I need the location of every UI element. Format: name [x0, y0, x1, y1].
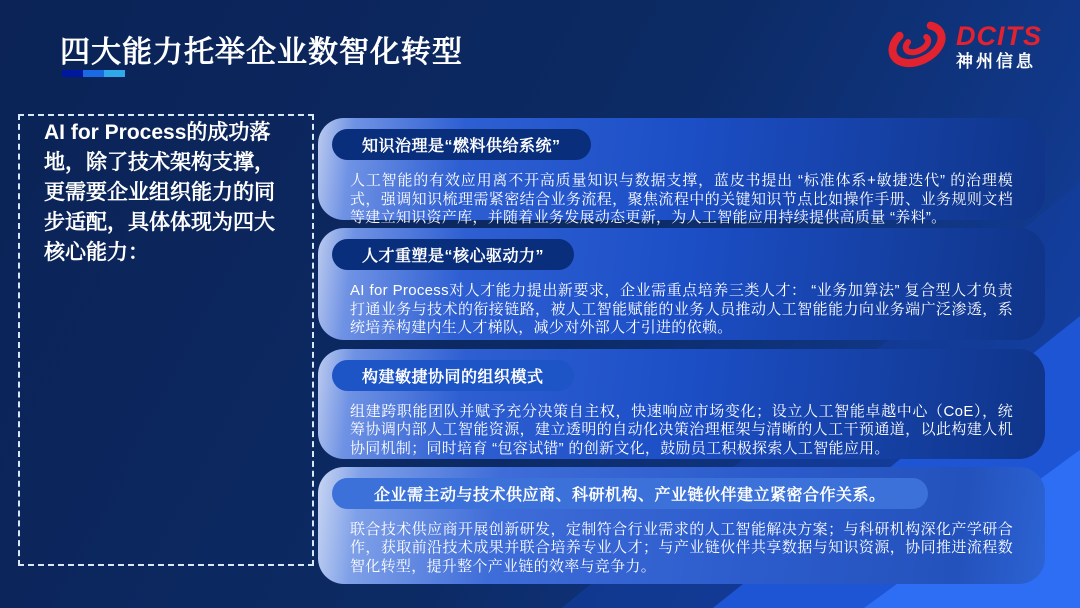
card-title-pill: 企业需主动与技术供应商、科研机构、产业链伙伴建立紧密合作关系。	[332, 478, 928, 509]
title-underline	[62, 70, 125, 77]
card-body-text: AI for Process对人才能力提出新要求，企业需重点培养三类人才： “业务加算法” 复合型人才负责打通业务与技术的衔接链路，被人工智能赋能的业务人员推动人工智能能力向业务端广泛渗透，系统培养构建内生人才梯队，减少对外部人才引进的依赖。	[350, 282, 1013, 337]
dcits-swirl-icon	[886, 18, 948, 75]
card-body-text: 联合技术供应商开展创新研发，定制符合行业需求的人工智能解决方案；与科研机构深化产学研合作，获取前沿技术成果并联合培养专业人才；与产业链伙伴共享数据与知识资源，协同推进流程数智化转型，提升整个产业链的效率与竞争力。	[350, 520, 1013, 575]
page-title: 四大能力托举企业数智化转型	[60, 36, 463, 69]
card-body-text: 组建跨职能团队并赋予充分决策自主权，快速响应市场变化；设立人工智能卓越中心（CoE），统筹协调内部人工智能资源，建立透明的自动化决策治理框架与清晰的人工干预通道，以此构建人机协同机制；同时培育 “包容试错” 的创新文化，鼓励员工积极探索人工智能应用。	[350, 402, 1013, 457]
card-talent-reshaping	[318, 228, 1045, 340]
card-ecosystem-cooperation	[318, 467, 1045, 584]
card-knowledge-governance	[318, 118, 1045, 226]
card-title-pill: 构建敏捷协同的组织模式	[332, 360, 574, 391]
logo-subtitle: 神州信息	[956, 52, 1036, 71]
underline-segment	[62, 70, 83, 77]
card-title-pill: 人才重塑是“核心驱动力”	[332, 239, 574, 270]
intro-text: AI for Process的成功落地，除了技术架构支撑，更需要企业组织能力的同步适配，具体体现为四大核心能力：	[44, 121, 275, 264]
card-title-pill: 知识治理是“燃料供给系统”	[332, 129, 591, 160]
underline-segment	[104, 70, 125, 77]
underline-segment	[83, 70, 104, 77]
card-body-text: 人工智能的有效应用离不开高质量知识与数据支撑，蓝皮书提出 “标准体系+敏捷迭代” 的治理模式，强调知识梳理需紧密结合业务流程，聚焦流程中的关键知识节点比如操作手册、业务规则文档等建立知识资产库，并随着业务发展动态更新，为人工智能应用持续提供高质量 “养料”。	[350, 172, 1013, 226]
logo-text	[956, 23, 1042, 70]
company-logo	[886, 18, 1042, 75]
capability-cards	[318, 118, 1045, 584]
logo-brand: DCITS	[956, 21, 1042, 51]
card-agile-organization	[318, 349, 1045, 459]
